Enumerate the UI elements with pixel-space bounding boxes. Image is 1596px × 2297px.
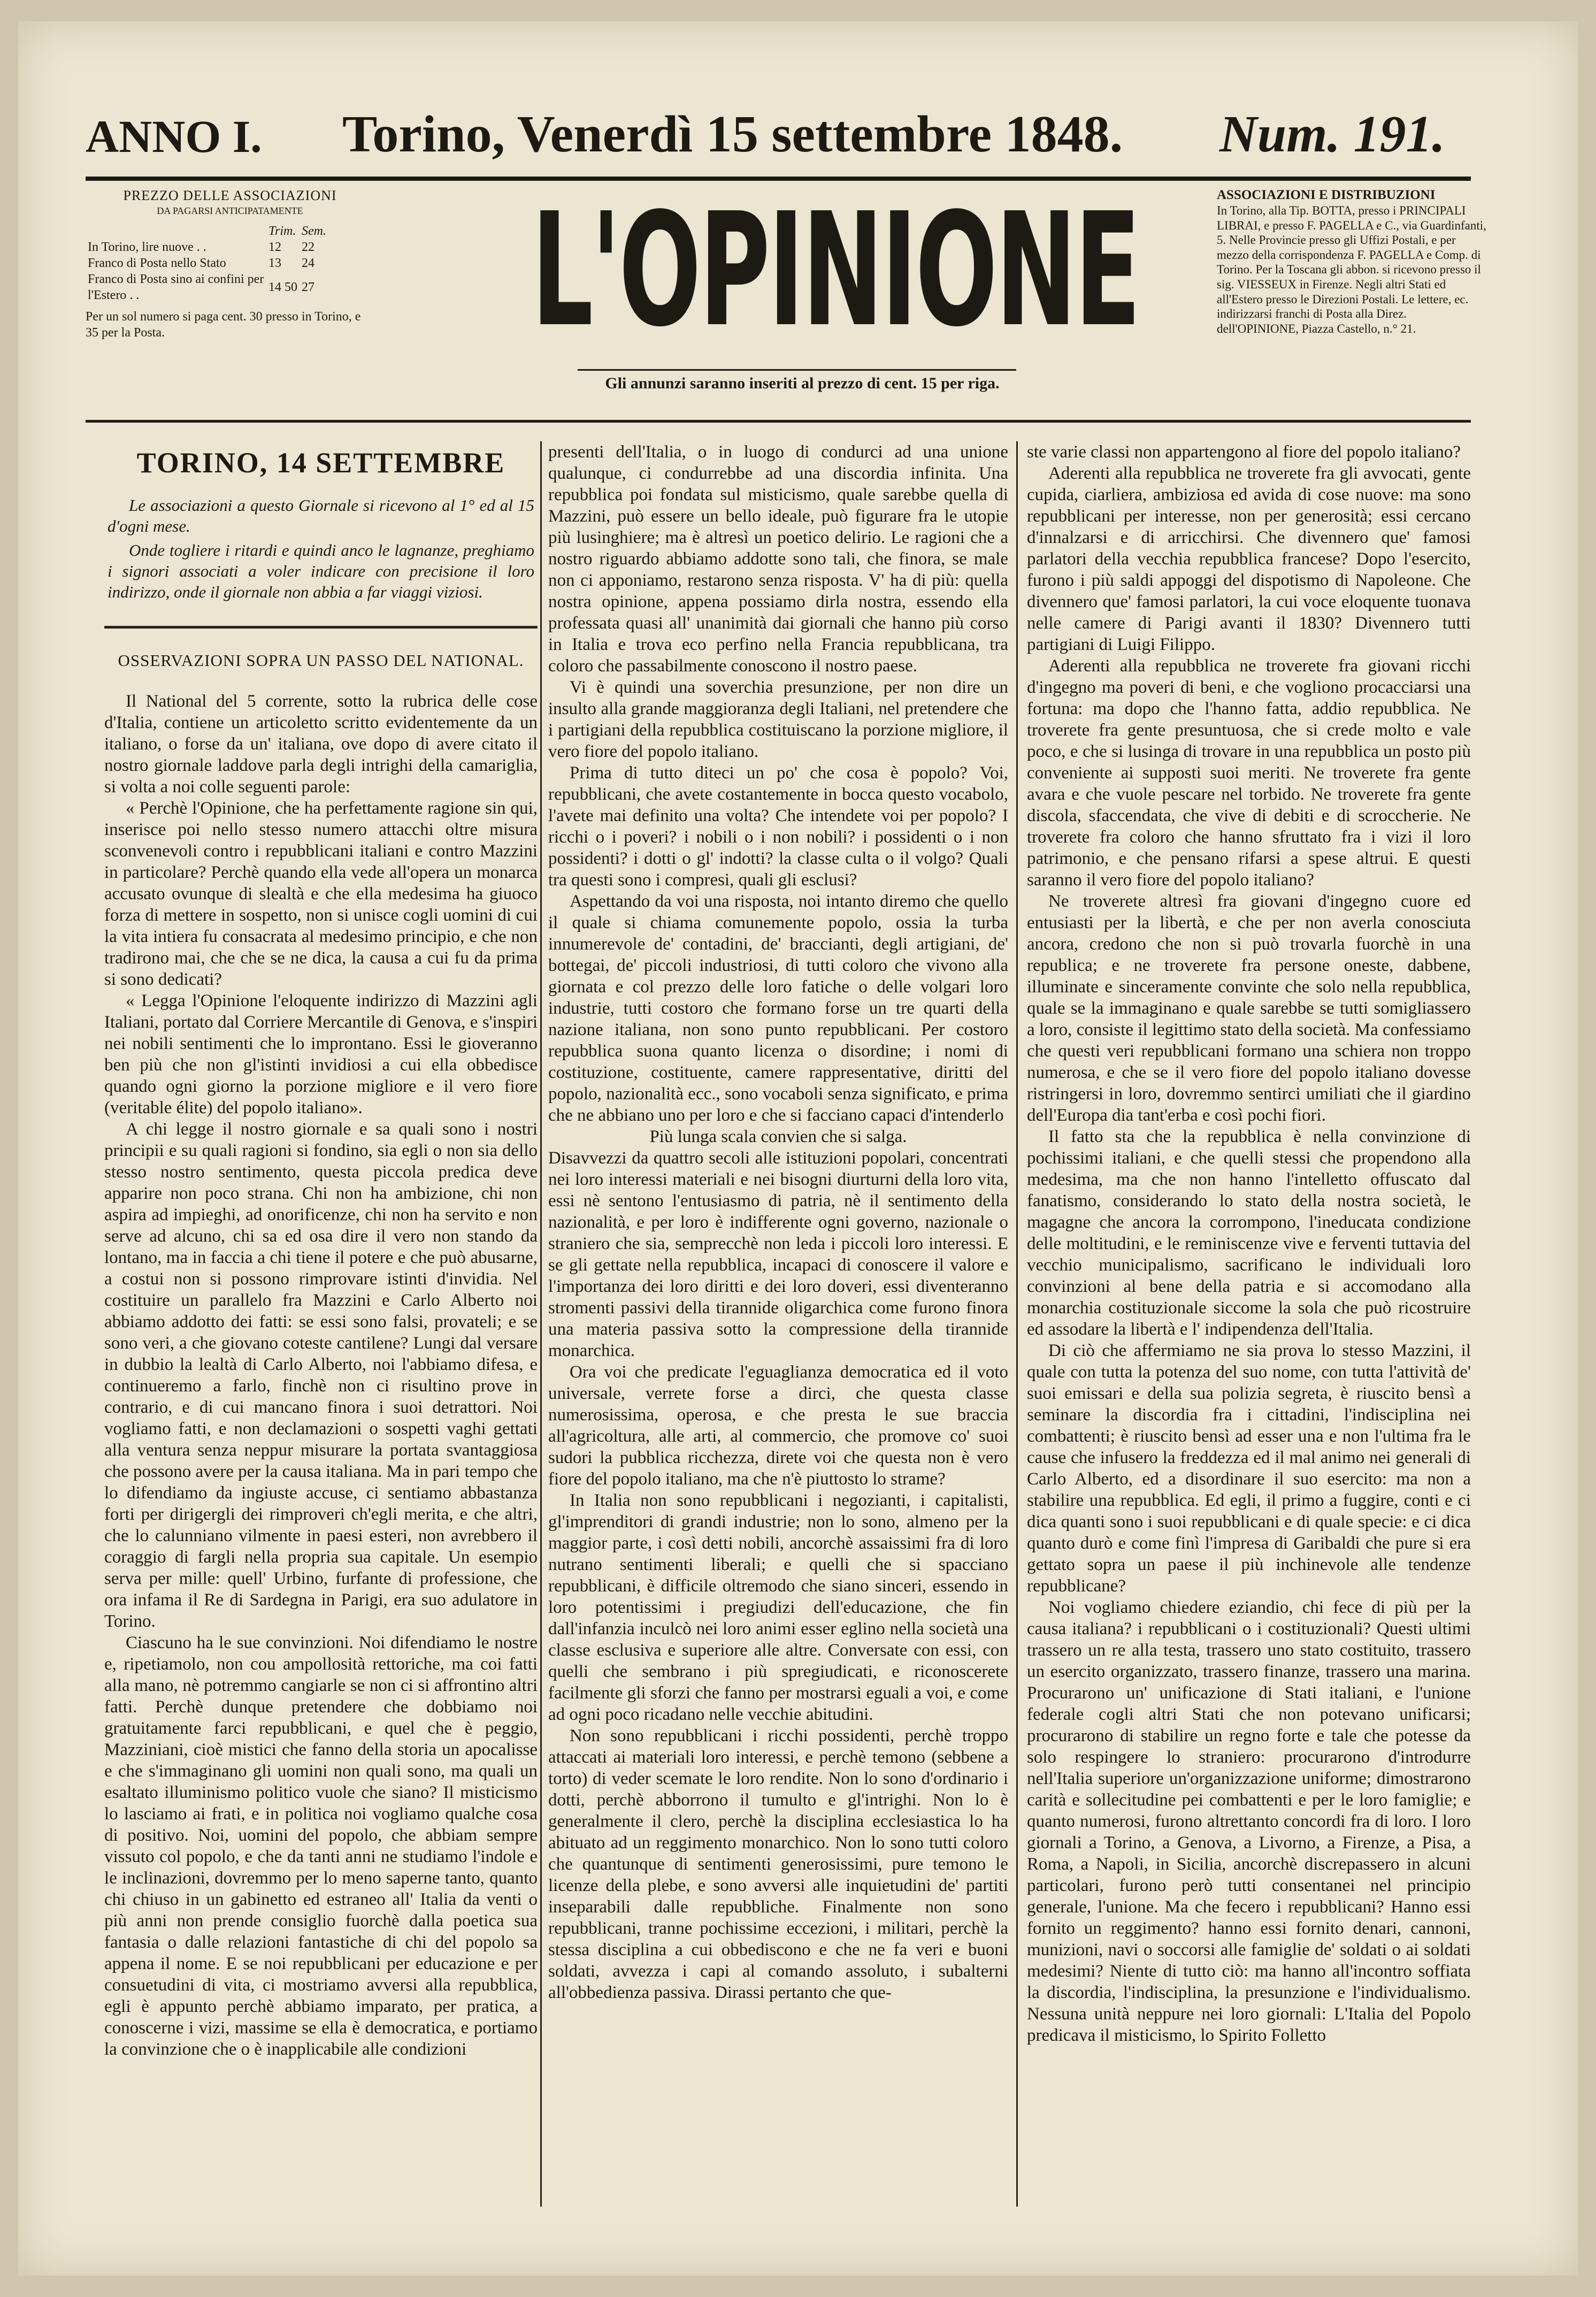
paragraph: Ciascuno ha le sue convinzioni. Noi difendiamo le nostre e, ripetiamolo, non cou ampollosità rettoriche, ma coi fatti alla mano, nè potremmo cangiarle se non ci si affrontino altri fatti. Perchè dunque pretendere che dobbiamo noi gratuitamente farci repubblicani, e quel che è peggio, Mazziniani, cioè mistici che fanno della storia un apocalisse e che s'immaginano gli uomini non quali sono, ma quali un esaltato illuminismo politico vuole che siano? Il misticismo lo lasciamo ai frati, e in politica noi vogliamo qualche cosa di positivo. Noi, uomini del popolo, che abbiam sempre vissuto col popolo, e che da tanti anni ne studiamo l'indole e le inclinazioni, dovremmo per lo meno saperne tanto, quanto chi chiuso in un gabinetto ed estraneo all' Italia da venti o più anni non prende consiglio fuorchè dalla poetica sua fantasia o dalle relazioni fantastiche di chi del popolo sa appena il nome. E se noi repubblicani per educazione e per consuetudini di vita, ci mostriamo avversi alla repubblica, egli è appunto perchè abbiamo imparato, per pratica, a conoscerne i vizi, massime se ella è democratica, e portiamo la convinzione che o è inapplicabile alle condizioni xyxy=(104,1633,538,2059)
price-row xyxy=(86,239,328,255)
verse-line: Più lunga scala convien che si salga. xyxy=(649,1127,907,1146)
distribution-text: In Torino, alla Tip. BOTTA, presso i PRINCIPALI LIBRAI, e presso F. PAGELLA e C., via Guardinfanti, 5. Nelle Provincie presso gli Uffizi Postali, e per mezzo della corrispondenza F. PAGELLA e Comp. di Torino. Per la Toscana gli abbon. si ricevono presso il sig. VIESSEUX in Firenze. Negli altri Stati ed all'Estero presso le Direzioni Postali. Le lettere, ec. indirizzarsi franchi di Posta alla Direz. dell'OPINIONE, Piazza Castello, n.° 21. xyxy=(1217,204,1486,335)
price-sem: 27 xyxy=(302,280,314,294)
distribution-heading: ASSOCIAZIONI E DISTRIBUZIONI xyxy=(1217,188,1436,202)
paragraph: Prima di tutto diteci un po' che cosa è popolo? Voi, repubblicani, che avete costantemente in bocca questo vocabolo, l'avete mai definito una volta? Che intendete voi per popolo? I ricchi o i poveri? i nobili o i non nobili? i possidenti o i non possidenti? i dotti o gl' indotti? la classe culta o il volgo? Quali tra questi sono i compresi, quali gli esclusi? xyxy=(548,763,1008,890)
price-row xyxy=(86,271,328,303)
paragraph: Vi è quindi una soverchia presunzione, per non dire un insulto alla grande maggioranza degli Italiani, nel pretendere che i partigiani della repubblica costituiscano la porzione migliore, il vero fiore del popolo italiano. xyxy=(548,678,1008,761)
notice-box xyxy=(104,495,538,602)
paragraph: Noi vogliamo chiedere eziandio, chi fece di più per la causa italiana? i repubblicani o i costituzionali? Questi ultimi trassero un re alla testa, trassero uno stato costituito, trassero un esercito organizzato, trassero finanze, trassero una marina. Procurarono un' unificazione di Stati italiani, e l'unione federale cogli altri Stati che non potevano unificarsi; procurarono di stabilire un regno forte e tale che potesse da solo respingere lo straniero: procurarono d'introdurre nell'Italia superiore un'organizzazione uniforme; dimostrarono carità e sollecitudine pei combattenti e per le loro famiglie; e quanto numerosi, furono altrettanto concordi fra di loro. I loro giornali a Torino, a Genova, a Livorno, a Firenze, a Pisa, a Roma, a Napoli, in Sicilia, ancorchè discrepassero in alcuni particolari, furono però tutti consentanei nel principio generale, l'unione. Ma che fecero i repubblicani? Hanno essi fornito un reggimento? hanno essi fornito denari, cannoni, munizioni, navi o soccorsi alle famiglie de' soldati o ai soldati medesimi? Niente di tutto ciò: ma hanno all'incontro soffiata la discordia, l'indisciplina, la presunzione e l'individualismo. Nessuna unità neppure nei loro giornali: L'Italia del Popolo predicava il misticismo, lo Spirito Folletto xyxy=(1027,1598,1471,2045)
paragraph: Aderenti alla repubblica ne troverete fra gli avvocati, gente cupida, ciarliera, ambiziosa ed avida di cose nuove: ma sono repubblicani per interesse, non per generosità; essi cercano d'innalzarsi e di arricchirsi. Che divennero que' famosi parlatori della vecchia repubblica francese? Dopo l'esercito, furono i più saldi appoggi del dispotismo di Napoleone. Che divennero que' famosi parlatori, la cui voce eloquente tuonava nelle camere di Parigi avanti il 1830? Divennero tutti partigiani di Luigi Filippo. xyxy=(1027,464,1471,654)
paragraph: Aspettando da voi una risposta, noi intanto diremo che quello il quale si chiama comunemente popolo, ossia la turba innumerevole de' contadini, de' braccianti, degli artigiani, de' bottegai, de' piccoli industriosi, di tutti coloro che vivono alla giornata e col prezzo delle loro fatiche o delle volgari loro industrie, tutti costoro che formano forse un tre quarti della nazione italiana, non sono punto repubblicani. Per costoro repubblica suona quanto licenza o disordine; i nomi di costituzione, costituente, camere rappresentative, diritti del popolo, nazionalità ecc., sono vocaboli senza significato, e prima che ne abbiano uno per loro e che si facciano capaci d'intenderlo xyxy=(548,892,1008,1125)
paragraph: Il fatto sta che la repubblica è nella convinzione di pochissimi italiani, e che quelli stessi che propendono alla medesima, ma che non hanno l'intelletto offuscato dal fanatismo, considerando lo stato della nostra società, le magagne che ancora la corrompono, l'ineducata condizione delle moltitudini, e le reminiscenze vive e ferventi tuttavia del vecchio municipalismo, sacrificano le individuali loro convinzioni al bene della patria e si accomodano alla monarchia costituzionale siccome la sola che può ricostruire ed assodare la libertà e l' indipendenza dell'Italia. xyxy=(1027,1127,1471,1339)
single-copy-note: Per un sol numero si paga cent. 30 presso in Torino, e 35 per la Posta. xyxy=(86,310,361,340)
paragraph: Aderenti alla repubblica ne troverete fra giovani ricchi d'ingegno ma poveri di beni, e che vogliono procacciarsi una fortuna: ma dopo che l'hanno fatta, addio repubblica. Ne troverete fra gente presuntuosa, che si crede molto e vale poco, e che si lusinga di trovare in una repubblica un posto più conveniente ai supposti suoi meriti. Ne troverete fra gente avara e che vuole pescare nel torbido. Ne troverete fra gente discola, sfaccendata, che vive di debiti e di scroccherie. Ne troverete fra coloro che hanno sfruttato fra i vizi il loro patrimonio, e che pensano rifarsi a spese altrui. E questi saranno il vero fiore del popolo italiano? xyxy=(1027,656,1471,890)
paragraph: Il National del 5 corrente, sotto la rubrica delle cose d'Italia, contiene un articoletto scritto evidentemente da un italiano, o forse da un' italiana, ove dopo di avere citato il nostro giornale laddove parla degli intrighi della camariglia, si volta a noi colle seguenti parole: xyxy=(104,692,538,797)
price-trim: 14 50 xyxy=(268,280,297,294)
column-divider xyxy=(540,441,542,2207)
col-sem: Sem. xyxy=(302,224,326,238)
issue-number: Num. 191. xyxy=(1219,105,1446,163)
advert-rate-note: Gli annunzi saranno inseriti al prezzo di cent. 15 per riga. xyxy=(605,374,1000,392)
anno-label: ANNO I. xyxy=(86,111,262,162)
subscription-prices xyxy=(86,187,374,380)
paragraph: « Legga l'Opinione l'eloquente indirizzo di Mazzini agli Italiani, portato dal Corriere Mercantile di Genova, e s'inspiri nei nobili sentimenti che lo improntano. Essi le gioveranno ben più che non gl'istinti invidiosi a cui ella obbedisce quando ogni giorno la porzione migliore e il vero fiore (veritable élite) del popolo italiano». xyxy=(104,991,538,1117)
price-sem: 22 xyxy=(302,240,314,254)
price-row xyxy=(86,255,328,271)
section-heading: TORINO, 14 SETTEMBRE xyxy=(136,447,505,479)
paragraph: Disavvezzi da quattro secoli alle istituzioni popolari, concentrati nei loro interessi materiali e nei bisogni diurturni della loro vita, essi nè sentono l'entusiasmo di patria, nè il sentimento della nazionalità, e per loro è indifferente ogni governo, nazionale o straniero che sia, semprecchè non leda i piccoli loro interessi. E se gli gettate nella repubblica, incapaci di conoscere il valore e l'importanza dei loro diritti e dei loro doveri, essi diventeranno stromenti passivi della tirannide oligarchica come furono finora una materia passiva sotto la compressione della tirannide monarchica. xyxy=(548,1148,1008,1360)
notice-paragraph: Le associazioni a questo Giornale si ricevono al 1° ed al 15 d'ogni mese. xyxy=(108,496,534,535)
paragraph: ste varie classi non appartengono al fiore del popolo italiano? xyxy=(1027,442,1461,462)
paragraph: A chi legge il nostro giornale e sa quali sono i nostri principii e su quali ragioni si fondino, sia egli o non sia dello stesso nostro sentimento, questa piccola predica deve apparire non poco strana. Chi non ha ambizione, chi non aspira ad impieghi, ad onorificenze, chi non ha servito e non serve ad alcuno, chi sa ed osa dire il vero non stando da lontano, ma in faccia a chi tiene il potere e che può abusarne, a costui non si possono rimprovare istinti d'invidia. Nel costituire un parallelo fra Mazzini e Carlo Alberto noi abbiamo addotto dei fatti: se essi sono falsi, provateli; e se sono veri, a che giovano coteste cantilene? Lungi dal versare in dubbio la lealtà di Carlo Alberto, noi l'abbiamo difesa, e continueremo a farlo, finchè non ci risultino prove in contrario, e di cui mancano finora i suoi detrattori. Noi vogliamo fatti, e non declamazioni o sospetti vaghi gettati alla ventura senza neppur misurare la portata svantaggiosa che possono avere per la causa italiana. Ma in pari tempo che lo difendiamo da ingiuste accuse, ci sentiamo abbastanza forti per dirigergli dei rimproveri ch'egli merita, e che altri, che lo calunniano vilmente in paesi esteri, non avrebbero il coraggio di fargli nella propria sua capitale. Un esempio serva per mille: quell' Urbino, furfante di professione, che ora infama il Re di Sardegna in Parigi, era suo adulatore in Torino. xyxy=(104,1120,538,1631)
prices-subheading: DA PAGARSI ANTICIPATAMENTE xyxy=(157,205,303,216)
paragraph: Non sono repubblicani i ricchi possidenti, perchè troppo attaccati ai materiali loro interessi, e perchè temono (sebbene a torto) di veder scemate le loro rendite. Non lo sono d'ordinario i dotti, perchè abborrono il tumulto e gl'intrighi. Non lo è generalmente il clero, perchè la disciplina ecclesiastica lo ha abituato ad un reggimento monarchico. Non lo sono tutti coloro che quantunque di sentimenti generosissimi, pure temono le licenze della plebe, e sono avversi alle inquietudini de' partiti inseparabili dalle repubbliche. Finalmente non sono repubblicani, tranne pochissime eccezioni, i militari, perchè la stessa disciplina a cui obbediscono e che ne fa veri e buoni soldati, avvezza i capi al comando assoluto, i subalterni all'obbedienza passiva. Dirassi pertanto che que- xyxy=(548,1726,1008,2002)
newspaper-title: L'OPINIONE xyxy=(531,179,1139,361)
price-row-label: Franco di Posta sino ai confini per l'Estero . . xyxy=(88,272,264,302)
column-3 xyxy=(1027,441,1471,2207)
masthead-rule xyxy=(86,420,1471,423)
section-rule xyxy=(104,626,538,629)
prices-heading: PREZZO DELLE ASSOCIAZIONI xyxy=(123,188,337,203)
price-trim: 12 xyxy=(268,240,281,254)
distribution-info xyxy=(1217,187,1490,412)
title-underline xyxy=(578,369,1016,371)
place-date: Torino, Venerdì 15 settembre 1848. xyxy=(342,105,1123,163)
paragraph: Di ciò che affermiamo ne sia prova lo stesso Mazzini, il quale con tutta la potenza del suo nome, con tutta l'attività de' suoi emissari e della sua polizia segreta, è riuscito bensì a seminare la discordia fra i cittadini, l'indisciplina nei combattenti; è riuscito bensì ad esser una e non l'ultima fra le cause che infusero la freddezza ed il mal animo nei generali di Carlo Alberto, ed a disordinare il suo esercito: ma non a stabilire una repubblica. Ed egli, il primo a fuggire, conti e ci dica quanti sono i suoi repubblicani e di quale specie: e ci dica quanto durò e come finì l'impresa di Garibaldi che pure si era gettato sopra un paese il più inchinevole alle tendenze repubblicane? xyxy=(1027,1341,1471,1596)
price-trim: 13 xyxy=(268,256,281,270)
article-title: OSSERVAZIONI SOPRA UN PASSO DEL NATIONAL. xyxy=(118,651,524,670)
paragraph: Ne troverete altresì fra giovani d'ingegno cuore ed entusiasti per la libertà, e che per non averla conosciuta ancora, credono che non si può trovarla fuorchè in una republica; e ne troverete fra persone oneste, dabbene, illuminate e sinceramente convinte che solo nella repubblica, quale se la immaginano e quale sarebbe se tutti somigliassero a loro, consiste il legittimo stato della società. Ma confessiamo che questi veri repubblicani formano una schiera non troppo numerosa, e che se il vero fiore del popolo italiano dovesse ristringersi in loro, dovremmo sentirci umiliati che il giardino dell'Europa dia tant'erba e così pochi fiori. xyxy=(1027,892,1471,1125)
paragraph: In Italia non sono repubblicani i negozianti, i capitalisti, gl'imprenditori di grandi industrie; non lo sono, almeno per la maggior parte, i così detti nobili, ancorchè assaissimi fra di loro nutrano sentimenti liberali; e quelli che si spacciano repubblicani, è difficile oltremodo che siano sinceri, essendo in loro potentissimi i pregiudizi dell'educazione, che fin dall'infanzia inculcò nei loro animi esser eglino nella società una classe esclusiva e superiore alle altre. Conversate con essi, con quelli che sembrano i più spregiudicati, e riconoscerete facilmente gli sforzi che fanno per mostrarsi eguali a voi, e come ad ogni poco ricadano nelle vecchie abitudini. xyxy=(548,1491,1008,1724)
column-2 xyxy=(548,441,1008,2207)
paragraph: Ora voi che predicate l'eguaglianza democratica ed il voto universale, verrete forse a dirci, che questa classe numerosissima, operosa, e che presta le sue braccia all'agricoltura, alle arti, al commercio, che promove co' suoi sudori la pubblica ricchezza, direte voi che questa non è vero fiore del popolo italiano, ma che n'è piuttosto lo strame? xyxy=(548,1362,1008,1489)
notice-paragraph: Onde togliere i ritardi e quindi anco le lagnanze, preghiamo i signori associati a voler indicare con precisione il loro indirizzo, onde il giornale non abbia a far viaggi viziosi. xyxy=(108,541,534,601)
prices-table xyxy=(86,223,328,303)
paragraph: presenti dell'Italia, o in luogo di condurci ad una unione qualunque, ci condurrebbe ad una discordia infinita. Una repubblica poi fondata sul misticismo, quale sarebbe quella di Mazzini, può essere un bello ideale, può figurare fra le utopie più lusinghiere; ma è altresì un poetico delirio. Le ragioni che a nostro riguardo abbiamo addotte sono tali, che finora, se male non ci apponiamo, restarono senza risposta. V' ha di più: quella nostra opinione, appena possiamo dirla nostra, essendo ella professata quasi all' unanimità dai giornali che hanno più corso in Italia e trova eco perfino nella Francia repubblicana, tra coloro che passabilmente conoscono il nostro paese. xyxy=(548,442,1008,676)
price-row-label: Franco di Posta nello Stato xyxy=(88,256,226,270)
col-trim: Trim. xyxy=(268,224,296,238)
column-divider xyxy=(1016,441,1018,2207)
column-1 xyxy=(104,441,538,2207)
dateline xyxy=(86,104,1476,174)
paragraph: « Perchè l'Opinione, che ha perfettamente ragione sin qui, inserisce poi nello stesso numero attacchi oltre misura sconvenevoli contro i repubblicani italiani e contro Mazzini in particolare? Perchè quando ella vede all'opera un monarca accusato ovunque di slealtà e che ella medesima ha giuoco forza di mettere in sospetto, non si unisce cogli uomini di cui la vita intiera fu consacrata al medesimo principio, e che non tradirono mai, che che se ne dica, la causa a cui fu da prima si sono dedicati? xyxy=(104,799,538,989)
price-sem: 24 xyxy=(302,256,314,270)
price-row-label: In Torino, lire nuove . . xyxy=(88,240,206,254)
